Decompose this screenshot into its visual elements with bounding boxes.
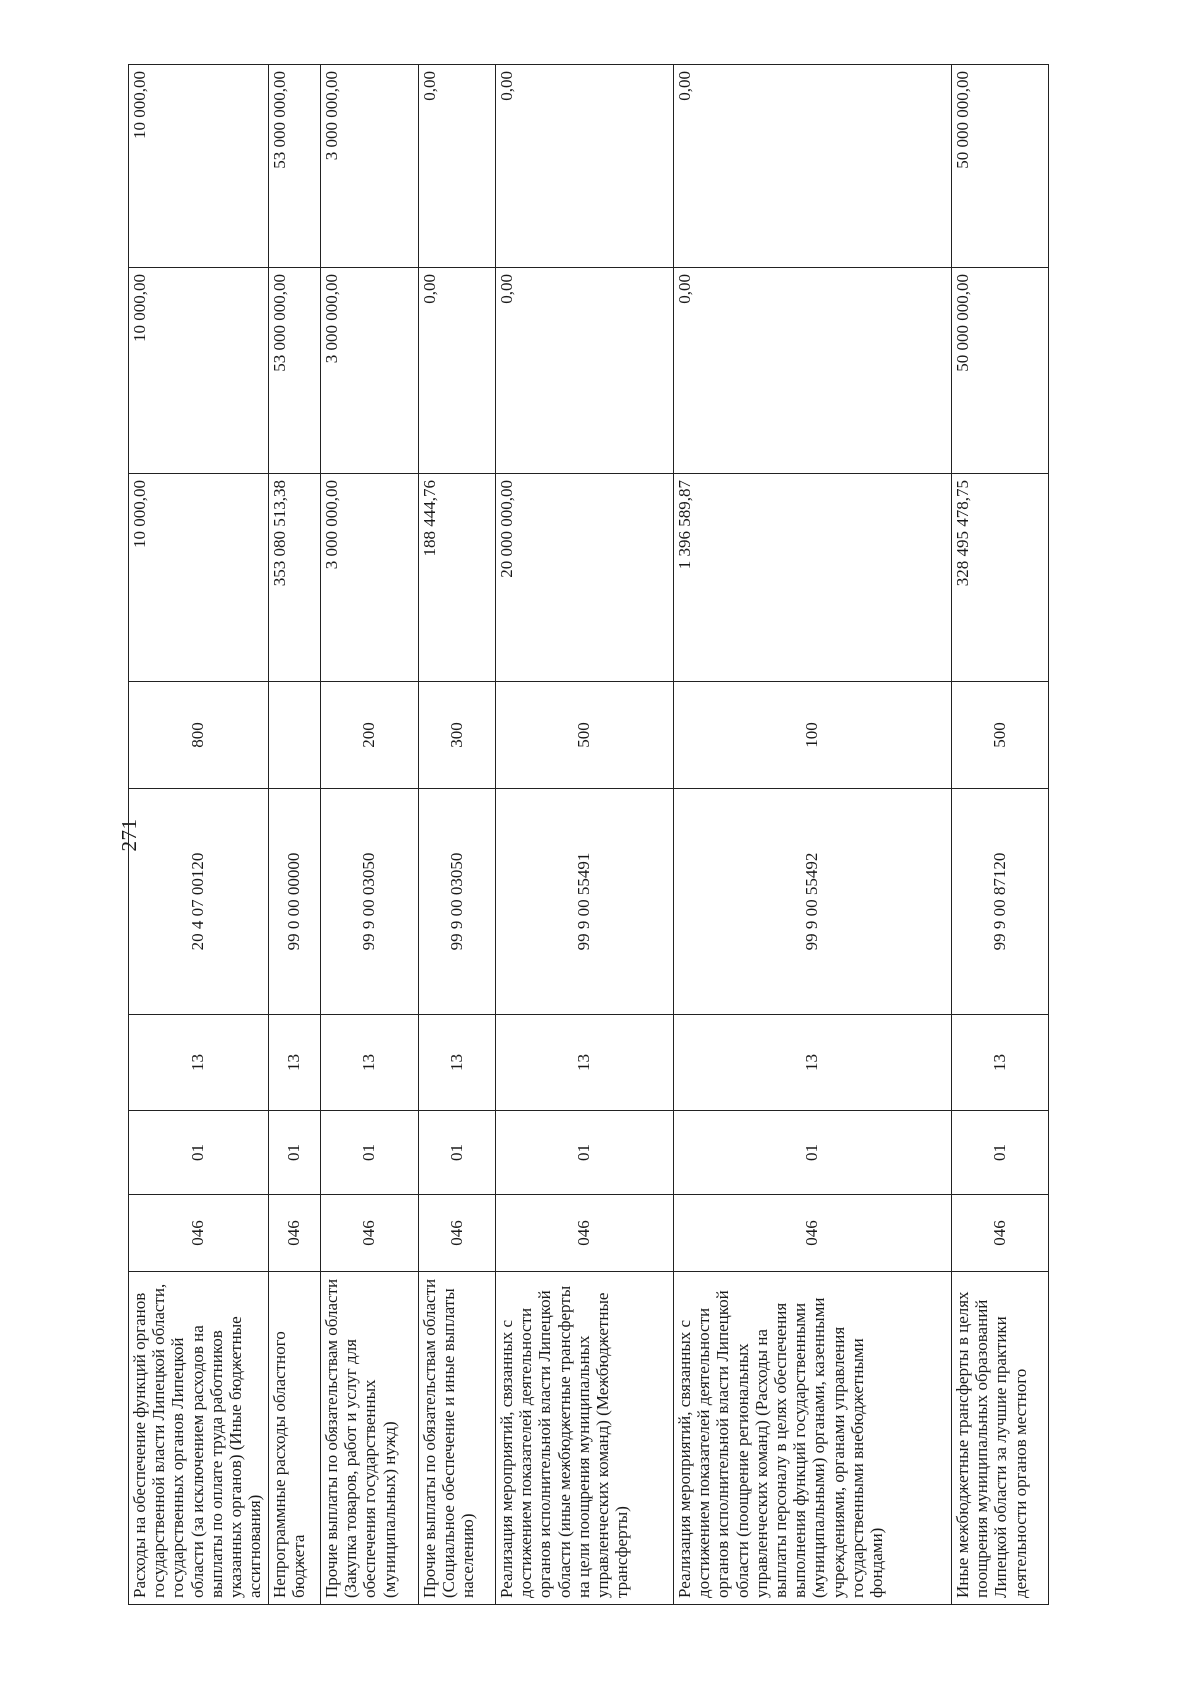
amount-2: 3 000 000,00 (321, 268, 419, 474)
target-article: 99 9 00 03050 (419, 789, 496, 1015)
table-row (321, 65, 419, 1605)
target-article: 99 9 00 87120 (952, 789, 1049, 1015)
table-row (129, 65, 269, 1605)
target-article: 20 4 07 00120 (129, 789, 269, 1015)
section-code: 01 (321, 1111, 419, 1195)
target-article: 99 9 00 55492 (674, 789, 952, 1015)
subsection-code: 13 (269, 1015, 321, 1111)
row-description: Иные межбюджетные трансферты в целях поощрения муниципальных образований Липецкой области за лучшие практики деятельности органов местного (952, 1272, 1049, 1605)
amount-3: 0,00 (419, 65, 496, 268)
amount-2: 10 000,00 (129, 268, 269, 474)
table-row (674, 65, 952, 1605)
amount-3: 50 000 000,00 (952, 65, 1049, 268)
row-description: Непрограммные расходы областного бюджета (269, 1272, 321, 1605)
amount-2: 0,00 (674, 268, 952, 474)
amount-3: 0,00 (496, 65, 674, 268)
expense-type: 500 (496, 682, 674, 789)
section-code: 01 (674, 1111, 952, 1195)
amount-1: 328 495 478,75 (952, 474, 1049, 682)
amount-3: 10 000,00 (129, 65, 269, 268)
expense-type: 200 (321, 682, 419, 789)
section-code: 01 (269, 1111, 321, 1195)
ministry-code: 046 (321, 1195, 419, 1272)
amount-2: 53 000 000,00 (269, 268, 321, 474)
amount-1: 1 396 589,87 (674, 474, 952, 682)
expense-type (269, 682, 321, 789)
section-code: 01 (496, 1111, 674, 1195)
amount-2: 0,00 (419, 268, 496, 474)
expense-type: 300 (419, 682, 496, 789)
amount-1: 353 080 513,38 (269, 474, 321, 682)
ministry-code: 046 (674, 1195, 952, 1272)
section-code: 01 (129, 1111, 269, 1195)
amount-1: 188 444,76 (419, 474, 496, 682)
target-article: 99 0 00 00000 (269, 789, 321, 1015)
row-description: Реализация мероприятий, связанных с достижением показателей деятельности органов исполнительной власти Липецкой области (поощрение региональных управленческих команд) (Расходы на выплаты персоналу в целях обеспечения выполнения функций государственными (муниципальными) органами, казенными учреждениями, органами управления государственными внебюджетными фондами) (674, 1272, 952, 1605)
amount-2: 50 000 000,00 (952, 268, 1049, 474)
subsection-code: 13 (952, 1015, 1049, 1111)
amount-3: 3 000 000,00 (321, 65, 419, 268)
amount-1: 20 000 000,00 (496, 474, 674, 682)
page-number: 271 (117, 818, 141, 852)
ministry-code: 046 (419, 1195, 496, 1272)
subsection-code: 13 (496, 1015, 674, 1111)
target-article: 99 9 00 55491 (496, 789, 674, 1015)
row-description: Расходы на обеспечение функций органов государственной власти Липецкой области, государственных органов Липецкой области (за исключением расходов на выплаты по оплате труда работников указанных органов) (Иные бюджетные ассигнования) (129, 1272, 269, 1605)
table-row (952, 65, 1049, 1605)
amount-3: 0,00 (674, 65, 952, 268)
row-description: Прочие выплаты по обязательствам области (Социальное обеспечение и иные выплаты населению) (419, 1272, 496, 1605)
amount-1: 3 000 000,00 (321, 474, 419, 682)
expense-type: 100 (674, 682, 952, 789)
table-row (496, 65, 674, 1605)
table-row (419, 65, 496, 1605)
subsection-code: 13 (419, 1015, 496, 1111)
amount-3: 53 000 000,00 (269, 65, 321, 268)
expense-type: 500 (952, 682, 1049, 789)
expense-type: 800 (129, 682, 269, 789)
section-code: 01 (952, 1111, 1049, 1195)
section-code: 01 (419, 1111, 496, 1195)
subsection-code: 13 (321, 1015, 419, 1111)
row-description: Реализация мероприятий, связанных с достижением показателей деятельности органов исполнительной власти Липецкой области (иные межбюджетные трансферты на цели поощрения муниципальных управленческих команд) (Межбюджетные трансферты) (496, 1272, 674, 1605)
rotated-page-content (100, 65, 1090, 1605)
budget-table (128, 64, 1049, 1605)
ministry-code: 046 (952, 1195, 1049, 1272)
subsection-code: 13 (129, 1015, 269, 1111)
amount-1: 10 000,00 (129, 474, 269, 682)
row-description: Прочие выплаты по обязательствам области (Закупка товаров, работ и услуг для обеспечения государственных (муниципальных) нужд) (321, 1272, 419, 1605)
subsection-code: 13 (674, 1015, 952, 1111)
ministry-code: 046 (269, 1195, 321, 1272)
amount-2: 0,00 (496, 268, 674, 474)
target-article: 99 9 00 03050 (321, 789, 419, 1015)
table-row (269, 65, 321, 1605)
ministry-code: 046 (129, 1195, 269, 1272)
ministry-code: 046 (496, 1195, 674, 1272)
